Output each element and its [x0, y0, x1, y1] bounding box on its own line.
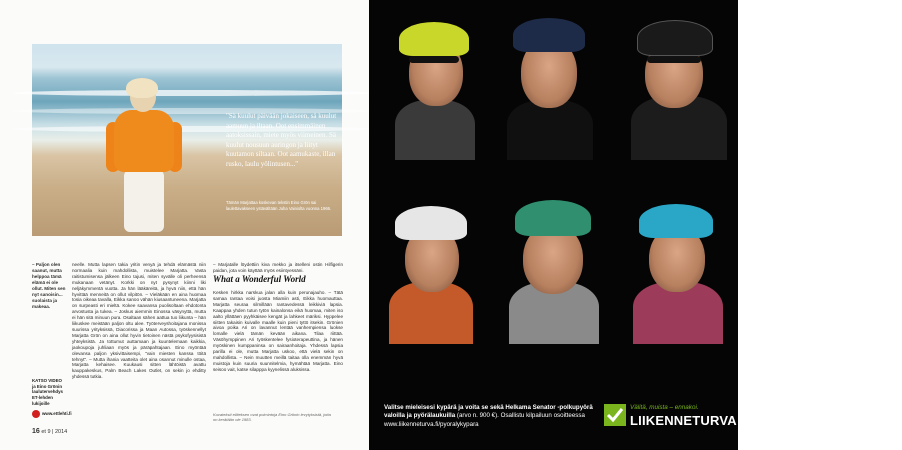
- video-link[interactable]: www.ettlehti.fi: [42, 411, 72, 416]
- logo-brand: LIIKENNETURVA: [630, 413, 737, 428]
- pull-quote: "Sä kuulut päivään jokaiseen, sä kuulut aamuun ja iltaan. Oot ensimmäinen aatoksissain, miete myös viimeinen. Sä kuulut nousuun auringon ja liityt kuutamon siltaan. Oot aamukaste, illan rusko, laulu yölintusen...": [226, 112, 337, 168]
- rider-3-sunglasses: [647, 56, 701, 63]
- pull-quote-credit: Tämän Marjattaa koskevan tekstin Eino Grön sai laulettavakseen ystävältään Juha Vainiolta vuonna 1966.: [226, 200, 332, 211]
- section-heading: What a Wonderful World: [213, 274, 306, 284]
- footer-line-1: Valitse mieleisesi kypärä ja voita se sekä Helkama Senator -polkupyörä valoilla ja pyörälaukuilla: [384, 404, 593, 420]
- rider-2-helmet-navy: [513, 18, 585, 52]
- article-column-1: neelle. Mutta lapsen takia yritin venyä ja tehdä elämästä niin normaalia kuin mahdollista, muistelee Marjatta. Vasta raitistumisensa jälkeen Eino tajusi, miten syvälle oli perheensä mukanaan vetänyt. Korkki on nyt pysynyt kiinni liki neljäkymmentä vuotta. Ja hän lääkäreitä, ja hyvä niin, että hän hyvittää menneitä on ollut vilpitön. – Vieläkään en aina huomaa tosia oikeaa tavalla, Eikka sanoo vähän kiusaantuneena. Marjatta on surpeasti eri mieltä. Kokee saavansa puolisoltaan ehdotonta arvostusta ja tukea. – Joskus aiemmin Einossa väsynyttä, mutta ei hän sitä minuun pura. Osaltaan sähen aattua tuo liikunta – hän liikuskee meistään paljon oltu alee. Työterveyshoitajana monissa suurissa yrityksissä, Diacorissa ja Maan Autossa, työskennellyt Marjatta Grön on aina ollut hyvin tietoinen nästä psykofyysisistä yhteyksistä. Ja tottumut auttamaan ja kuuntelemaan kaikkia, jaokoupoja juhliaan myös ja päräpahtajaan. Eino myöntää olevansa paljon yksivittaisempi, "vain miesten kanssa töitä tehnyt". – Mutta ihania vaatteita olet aina osannut minulle ostaa, Marjatta kehaisee. Kuukausi sitten lähtöistä avattu kauppakeskus, Palm Beach Lakes Outlet, on sekin jo ehditty yhdessä tutkia.: [72, 262, 206, 380]
- wave-line: [12, 90, 372, 96]
- issue-label: et 9 | 2014: [41, 429, 68, 435]
- rider-2-top: [507, 100, 593, 160]
- page-number: 16: [32, 428, 40, 435]
- video-callout: [32, 378, 66, 407]
- video-icon: [32, 410, 40, 418]
- rider-6-helmet-teal: [639, 204, 713, 238]
- rider-4-helmet-white: [395, 206, 467, 240]
- footer-value: (arvo n. 900 €).: [456, 412, 499, 420]
- rider-1-jacket: [395, 100, 475, 160]
- right-page-ad: [369, 0, 902, 450]
- rider-1-sunglasses: [409, 56, 459, 63]
- footer-line-2: Osallistu kilpailuun osoitteessa: [500, 412, 585, 420]
- folio: [32, 428, 67, 435]
- figure-legs: [124, 170, 164, 232]
- checkmark-icon: [604, 404, 626, 426]
- figure-hair: [126, 78, 158, 98]
- rider-3-helmet-black: [637, 20, 713, 56]
- sidebar-quote: – Paljon olen saanut, mutta helppoa tämä elämä ei ole ollut. Miten sen nyt sanoisin... suolaista ja makeaa.: [32, 262, 66, 309]
- woman-figure: [104, 82, 184, 232]
- footer-url[interactable]: www.liikenneturva.fi/pyoralykypara: [384, 420, 479, 428]
- left-page: [0, 0, 369, 450]
- figure-torso: [114, 110, 174, 172]
- video-label: KATSO VIDEO ja Eino Grönin laulutervehdys ET-lehden lukijoille: [32, 378, 63, 406]
- liikenneturva-logo: [604, 402, 737, 436]
- article-column-2: Kesken hirkka narskua jalan alla kuin perunajauho. – Tätä samaa rantaa voisi juosta Miamiin asti, Eikka huomauttaa. Marjatta seuraa silmillään rantavedessä leikkiviä lapsia. Kaappaa yhden tutun tytön kainalonsa eikä huomaa, miten iso aalto yllättäen pyyhkäisee kengät ja lahkeet märiksi. Hyppelee siitten takaisin kuivalle maalle kuin pieni tyttö itsekin. Grönien aivoa poika Ari on lavannut lentää vanhempiensa luokse lomalle vielä tämän kevään aikana. Tilaa riittää. Väsöhymppinen Ari työskentelee fysioterapeuttina, ja hänen myöskinen kumppaninsa on sairaanhoitaja. Yhdessä lapsia parilla ei ole, mutta Marjatta uskoo, että vielä sekin on mahdollista. – Nein muutten meillä taitaa olla enemmän hyvä muistoja kuin suuria suunnitelmia, hymähtää Marjatta. Eino seisoo vait, katse silapppa kyynelissä aluksissa.: [213, 290, 343, 372]
- rider-1-helmet-yellow: [399, 22, 469, 56]
- ad-footer-text: [384, 404, 604, 429]
- rider-5-helmet-green: [515, 200, 591, 236]
- logo-slogan: Välitä, muista – ennakoi.: [630, 404, 699, 411]
- photo-caption: Kuvateksti eiliteksen ovat poimintoja Eino Grönin levytyksistä, jotta on kerätään ole 1983.: [213, 412, 331, 422]
- article-column-2-intro: – Marjatalle löydettiin kiva mekko ja itselleni ostin Hilfigerin paidan, jota voin käyttää myös esiintyessäni.: [213, 262, 343, 273]
- ad-headline: Oman pään mukaan.: [835, 166, 902, 225]
